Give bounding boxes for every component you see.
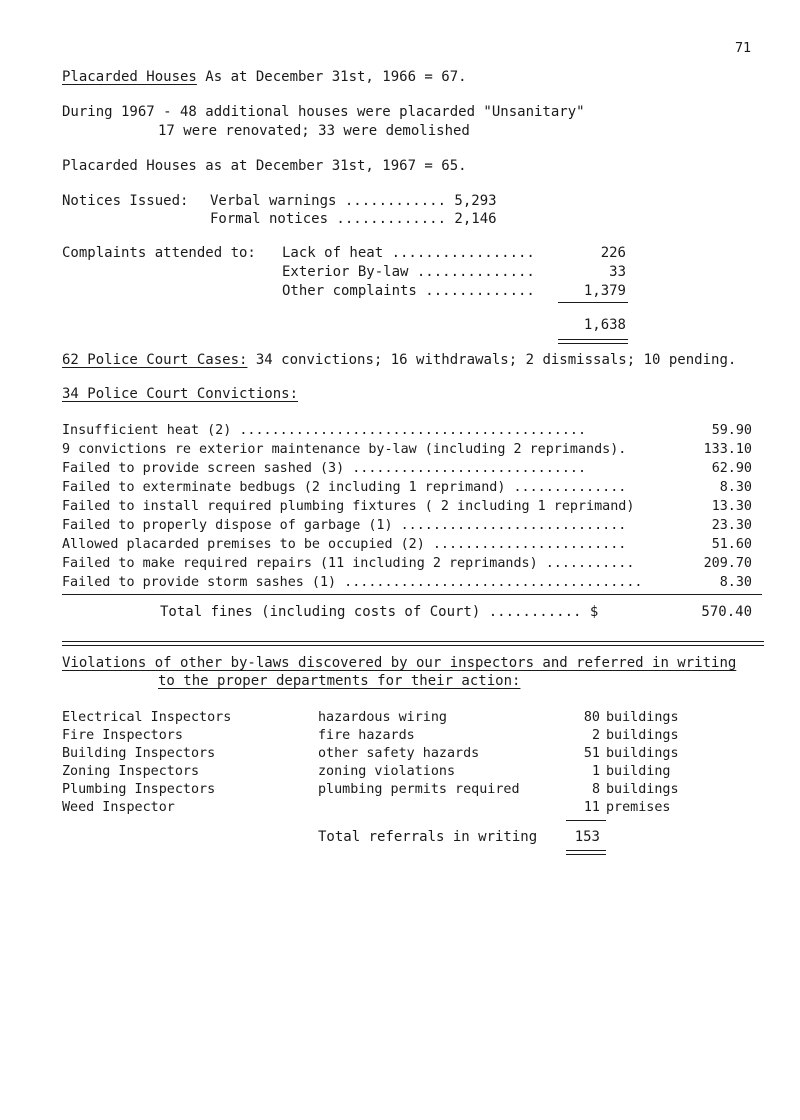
violation-issue: hazardous wiring xyxy=(318,710,447,725)
violation-unit: premises xyxy=(606,800,671,815)
conviction-item-label: Allowed placarded premises to be occupied (2) ........................ xyxy=(62,537,627,552)
police-cases-line xyxy=(62,351,736,369)
violation-unit: buildings xyxy=(606,710,679,725)
violations-heading-line1: Violations of other by-laws discovered by our inspectors and referred in writing xyxy=(62,655,737,671)
violation-count: 2 xyxy=(591,728,600,743)
conviction-item-label: Failed to properly dispose of garbage (1) ............................ xyxy=(62,518,627,533)
conviction-item-value: 209.70 xyxy=(703,556,752,571)
complaint-lack-heat-value: 226 xyxy=(600,245,626,261)
violations-heading-line2: to the proper departments for their action: xyxy=(158,673,521,689)
violation-unit: buildings xyxy=(606,728,679,743)
placarded-1966-line xyxy=(62,68,467,86)
placarded-1966-text: As at December 31st, 1966 = 67. xyxy=(196,69,467,85)
conviction-item-label: Failed to make required repairs (11 including 2 reprimands) ........... xyxy=(62,556,635,571)
convictions-total-label: Total fines (including costs of Court) ........... $ xyxy=(160,604,599,620)
complaints-label: Complaints attended to: xyxy=(62,245,256,261)
notice-verbal: Verbal warnings ............ 5,293 xyxy=(210,193,497,209)
conviction-item-value: 23.30 xyxy=(711,518,752,533)
complaints-total-rule-2 xyxy=(558,343,628,344)
conviction-item-label: Failed to exterminate bedbugs (2 including 1 reprimand) .............. xyxy=(62,480,627,495)
violation-inspector: Building Inspectors xyxy=(62,746,216,761)
convictions-total-rule-2 xyxy=(62,645,764,646)
violation-unit: buildings xyxy=(606,782,679,797)
notices-label: Notices Issued: xyxy=(62,193,189,209)
violation-inspector: Weed Inspector xyxy=(62,800,175,815)
complaint-other-value: 1,379 xyxy=(583,283,626,299)
conviction-item-value: 8.30 xyxy=(719,575,752,590)
violations-total-value: 153 xyxy=(574,829,600,845)
complaint-other: Other complaints ............. xyxy=(282,283,535,299)
violation-inspector: Electrical Inspectors xyxy=(62,710,232,725)
convictions-total-rule-1 xyxy=(62,641,764,642)
complaint-exterior-value: 33 xyxy=(609,264,626,280)
conviction-item-label: Insufficient heat (2) ........................................... xyxy=(62,423,587,438)
violation-unit: buildings xyxy=(606,746,679,761)
violation-inspector: Fire Inspectors xyxy=(62,728,183,743)
complaints-subtotal-rule xyxy=(558,302,628,303)
complaints-total: 1,638 xyxy=(583,317,626,333)
during-1967-line1: During 1967 - 48 additional houses were placarded "Unsanitary" xyxy=(62,104,585,120)
convictions-total-value: 570.40 xyxy=(701,604,752,620)
during-1967-line2: 17 were renovated; 33 were demolished xyxy=(158,123,470,139)
violation-count: 11 xyxy=(583,800,600,815)
violations-total-rule-1 xyxy=(566,850,606,851)
conviction-item-label: Failed to install required plumbing fixtures ( 2 including 1 reprimand) xyxy=(62,499,635,514)
conviction-item-label: Failed to provide screen sashed (3) ............................. xyxy=(62,461,587,476)
violations-total-label: Total referrals in writing xyxy=(318,829,538,845)
conviction-item-value: 51.60 xyxy=(711,537,752,552)
violation-issue: other safety hazards xyxy=(318,746,480,761)
conviction-item-value: 62.90 xyxy=(711,461,752,476)
conviction-item-label: Failed to provide storm sashes (1) ..................................... xyxy=(62,575,643,590)
conviction-item-value: 13.30 xyxy=(711,499,752,514)
violation-count: 80 xyxy=(583,710,600,725)
placarded-houses-label: Placarded Houses xyxy=(62,69,197,85)
complaint-exterior: Exterior By-law .............. xyxy=(282,264,535,280)
placarded-1967-line: Placarded Houses as at December 31st, 1967 = 65. xyxy=(62,158,467,174)
convictions-rule xyxy=(62,594,762,595)
convictions-heading: 34 Police Court Convictions: xyxy=(62,386,299,402)
violation-issue: zoning violations xyxy=(318,764,456,779)
violation-unit: building xyxy=(606,764,671,779)
violation-issue: fire hazards xyxy=(318,728,415,743)
violations-rule xyxy=(566,820,606,821)
violation-count: 1 xyxy=(591,764,600,779)
police-cases-text: 34 convictions; 16 withdrawals; 2 dismissals; 10 pending. xyxy=(247,352,737,368)
violation-inspector: Plumbing Inspectors xyxy=(62,782,216,797)
violation-count: 8 xyxy=(591,782,600,797)
conviction-item-value: 8.30 xyxy=(719,480,752,495)
notice-formal: Formal notices ............. 2,146 xyxy=(210,211,497,227)
violation-inspector: Zoning Inspectors xyxy=(62,764,200,779)
complaint-lack-heat: Lack of heat ................. xyxy=(282,245,535,261)
police-cases-label: 62 Police Court Cases: xyxy=(62,352,248,368)
complaints-total-rule-1 xyxy=(558,339,628,340)
violations-total-rule-2 xyxy=(566,854,606,855)
conviction-item-value: 133.10 xyxy=(703,442,752,457)
violation-issue: plumbing permits required xyxy=(318,782,520,797)
conviction-item-label: 9 convictions re exterior maintenance by-law (including 2 reprimands). xyxy=(62,442,627,457)
page-number: 71 xyxy=(735,41,752,56)
violation-count: 51 xyxy=(583,746,600,761)
conviction-item-value: 59.90 xyxy=(711,423,752,438)
